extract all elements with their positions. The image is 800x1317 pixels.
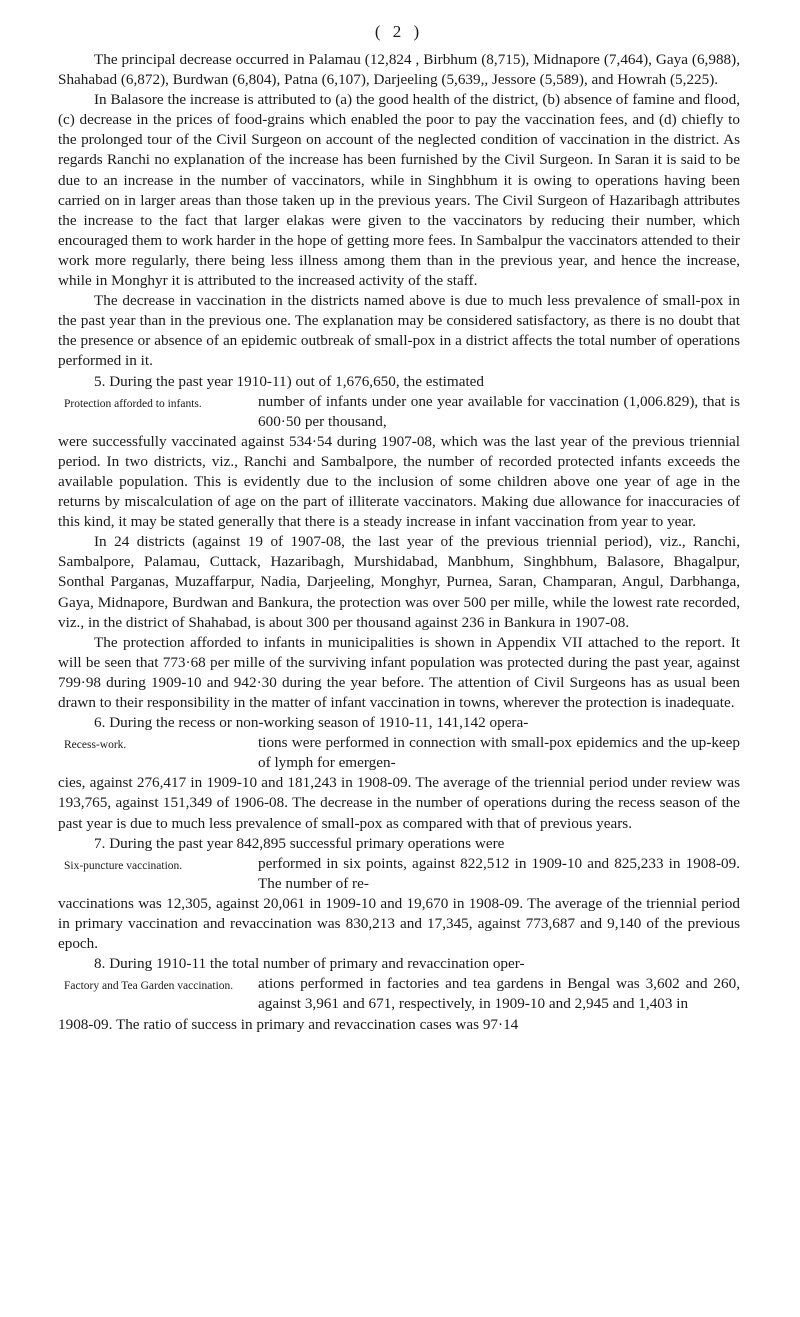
paragraph-balasore-increase: In Balasore the increase is attributed to (a) the good health of the district, (b) absence of famine and flood, (c) decrease in the prices of food-grains which enabled the poor to pay the vaccination fees, and (d) chiefly to the prolonged tour of the Civil Surgeon on account of the neglected condition of vaccination in the district. As regards Ranchi no explanation of the increase has been furnished by the Civil Surgeon. In Saran it is said to be due to an increase in the number of vaccinators, while in Singhbhum it is owing to operations having been carried on in larger areas than those taken up in the previous years. The Civil Surgeon of Hazaribagh attributes the increase to the fact that larger elakas were given to the vaccinators by reducing their number, which encouraged them to work harder in the hope of getting more fees. In Sambalpur the vaccinators attended to their work more regularly, there being less illness among them than in the previous year, and hence the increase, while in Monghyr it is attributed to the increased activity of the staff. [58, 91, 740, 290]
paragraph-7-side-text: performed in six points, against 822,512 in 1909-10 and 825,233 in 1908-09. The number of re- [258, 854, 740, 892]
page-number: ( 2 ) [374, 22, 424, 41]
section-protection-infants [58, 392, 740, 432]
paragraph-7-continued: vaccinations was 12,305, against 20,061 in 1909-10 and 19,670 in 1908-09. The average of the triennial period in primary vaccination and revaccination was 830,213 and 17,345, against 773,687 and 9,140 of the previous epoch. [58, 894, 740, 953]
section-factory-tea-garden [58, 974, 740, 1014]
section-six-puncture [58, 854, 740, 894]
margin-note-recess-work: Recess-work. [64, 739, 127, 752]
margin-note-protection-infants: Protection afforded to infants. [64, 397, 202, 410]
paragraph-8-lead: 8. During 1910-11 the total number of primary and revaccination oper- [94, 955, 525, 973]
paragraph-decrease-explanation: The decrease in vaccination in the districts named above is due to much less prevalence of small-pox in the past year than in the previous one. The explanation may be considered satisfactory, as there is no doubt that the presence or absence of an epidemic outbreak of small-pox in a district affects the total number of operations performed in it. [58, 292, 740, 370]
body-text [58, 50, 740, 1035]
paragraph-5-lead: 5. During the past year 1910-11) out of 1,676,650, the estimated [94, 372, 485, 390]
paragraph-24-districts: In 24 districts (against 19 of 1907-08, the last year of the previous triennial period), viz., Ranchi, Sambalpore, Palamau, Cuttack, Hazaribagh, Murshidabad, Manbhum, Singhbhum, Balasore, Bhagalpur, Sonthal Parganas, Muzaffarpur, Nadia, Darjeeling, Monghyr, Purnea, Saran, Champaran, Angul, Darbhanga, Gaya, Midnapore, Burdwan and Bankura, the protection was over 500 per mille, while the lowest rate recorded, viz., in the district of Shahabad, is about 300 per thousand against 236 in Bankura in 1907-08. [58, 533, 740, 631]
paragraph-5-side-text: number of infants under one year available for vaccination (1,006.829), that is 600·50 per thousand, [258, 392, 740, 430]
margin-note-factory-tea-garden: Factory and Tea Garden vaccination. [64, 980, 234, 993]
paragraph-7-lead: 7. During the past year 842,895 successful primary operations were [94, 834, 505, 852]
paragraph-8-side-text: ations performed in factories and tea gardens in Bengal was 3,602 and 260, against 3,961 and 671, respectively, in 1909-10 and 2,945 and 1,403 in [258, 975, 740, 1013]
paragraph-8-continued: 1908-09. The ratio of success in primary and revaccination cases was 97·14 [58, 1015, 519, 1033]
paragraph-6-continued: cies, against 276,417 in 1909-10 and 181,243 in 1908-09. The average of the triennial period under review was 193,765, against 151,349 of 1906-08. The decrease in the number of operations during the recess season of the past year is due to much less prevalence of small-pox as compared with that of previous years. [58, 774, 740, 832]
paragraph-6-lead: 6. During the recess or non-working season of 1910-11, 141,142 opera- [94, 714, 529, 732]
paragraph-6-side-text: tions were performed in connection with small-pox epidemics and the up-keep of lymph for emergen- [258, 734, 740, 772]
paragraph-municipalities: The protection afforded to infants in municipalities is shown in Appendix VII attached to the report. It will be seen that 773·68 per mille of the surviving infant population was protected during the past year, against 799·98 during 1909-10 and 942·30 during the year before. The attention of Civil Surgeons has as usual been drawn to their responsibility in the matter of infant vaccination in towns, wherever the protection is inadequate. [58, 633, 740, 711]
paragraph-5-continued: were successfully vaccinated against 534·54 during 1907-08, which was the last year of the previous triennial period. In two districts, viz., Ranchi and Sambalpore, the number of recorded protected infants exceeds the available population. This is evidently due to the inclusion of some children above one year of age in the returns by miscalculation of age on the part of illiterate vaccinators. Making due allowance for inaccuracies of this kind, it may be stated generally that there is a steady increase in infant vaccination from year to year. [58, 432, 740, 531]
section-recess-work [58, 733, 740, 773]
paragraph-principal-decrease: The principal decrease occurred in Palamau (12,824 , Birbhum (8,715), Midnapore (7,464), Gaya (6,988), Shahabad (6,872), Burdwan (6,804), Patna (6,107), Darjeeling (5,639,, Jessore (5,589), and Howrah (5,225). [58, 51, 740, 89]
margin-note-six-puncture: Six-puncture vaccination. [64, 859, 183, 872]
